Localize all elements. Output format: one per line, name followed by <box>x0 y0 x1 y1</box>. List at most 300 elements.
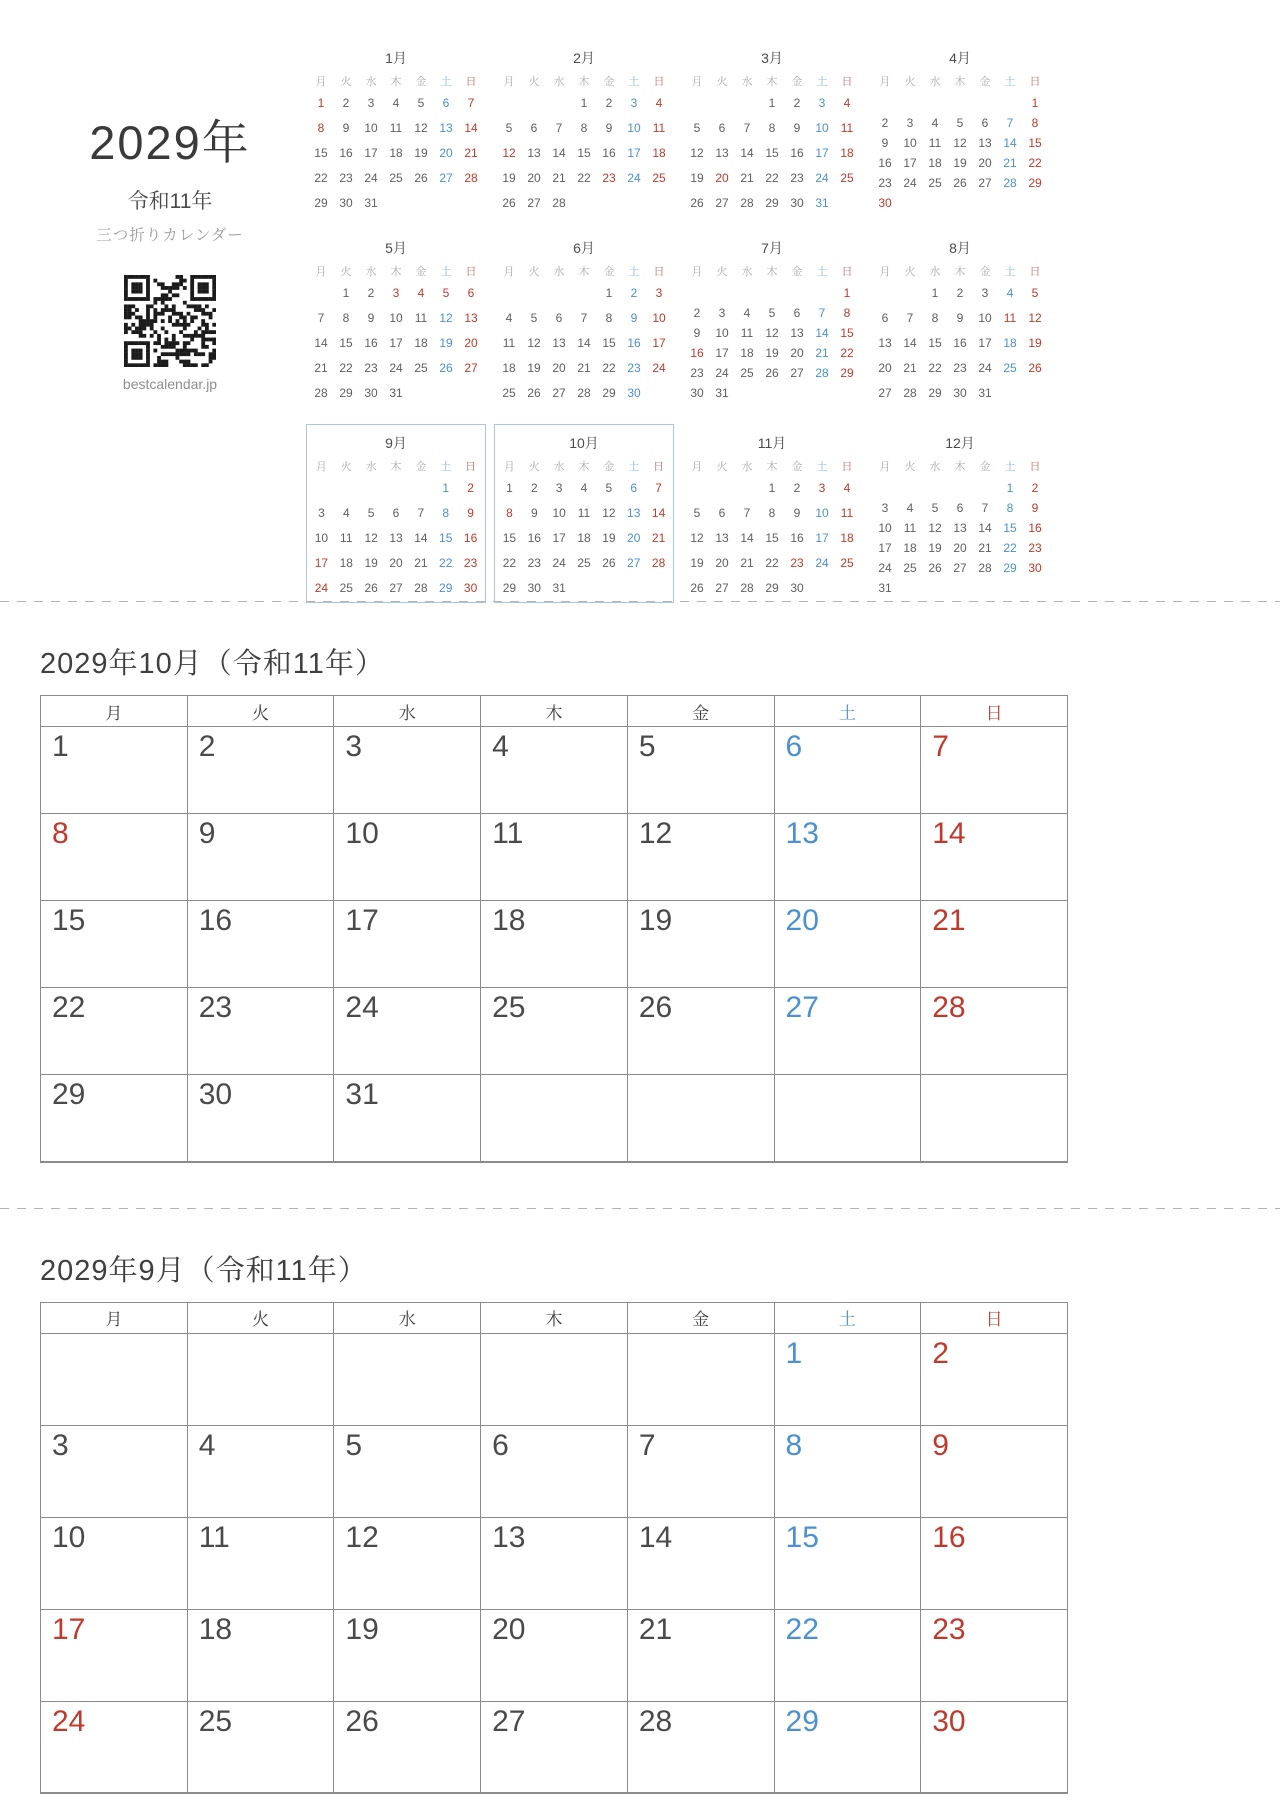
mini-week-row <box>682 306 862 320</box>
mini-week-row <box>682 386 862 400</box>
mini-day: 14 <box>314 336 328 350</box>
mini-day: 7 <box>1006 116 1014 130</box>
mini-day: 8 <box>768 121 776 135</box>
mini-day <box>309 481 334 495</box>
mini-month-11月 <box>682 429 862 599</box>
mini-weekday-label: 月 <box>691 460 703 473</box>
mini-weekday-label: 月 <box>691 266 703 278</box>
day-number: 15 <box>52 904 86 937</box>
mini-day: 3 <box>367 96 375 110</box>
mini-week-row <box>870 136 1050 150</box>
mini-day: 25 <box>652 171 666 185</box>
mini-day: 3 <box>981 286 989 300</box>
mini-day: 26 <box>602 556 616 570</box>
mini-day: 25 <box>740 366 754 380</box>
mini-day: 4 <box>342 506 350 520</box>
mini-day: 28 <box>740 196 754 210</box>
mini-day: 10 <box>978 311 992 325</box>
mini-weekday-label: 水 <box>553 76 565 88</box>
mini-day: 10 <box>552 506 566 520</box>
mini-weekday-label: 日 <box>1029 266 1041 278</box>
mini-day: 24 <box>978 361 992 375</box>
day-number: 22 <box>52 991 86 1024</box>
mini-weekday-label: 火 <box>528 76 540 88</box>
day-cell <box>627 1425 774 1517</box>
day-number: 29 <box>52 1078 86 1111</box>
mini-day <box>735 96 760 110</box>
mini-day: 17 <box>815 146 829 160</box>
mini-week-row <box>497 556 671 570</box>
mini-day <box>434 196 459 210</box>
mini-day: 13 <box>627 506 641 520</box>
mini-day: 31 <box>389 386 403 400</box>
day-cell <box>334 727 481 814</box>
mini-day: 28 <box>577 386 591 400</box>
mini-day <box>835 581 860 595</box>
mini-week-row <box>682 581 862 595</box>
mini-month-4月 <box>870 44 1050 214</box>
mini-day <box>760 286 785 300</box>
mini-day: 12 <box>690 146 704 160</box>
mini-day: 5 <box>768 306 776 320</box>
mini-day: 11 <box>414 311 428 325</box>
mini-day: 19 <box>502 171 516 185</box>
day-number: 12 <box>345 1520 379 1554</box>
mini-day: 30 <box>364 386 378 400</box>
mini-day: 23 <box>878 176 892 190</box>
mini-day <box>710 96 735 110</box>
mini-day: 31 <box>978 386 992 400</box>
day-number: 12 <box>638 817 673 850</box>
mini-day <box>384 481 409 495</box>
mini-day: 13 <box>389 531 403 545</box>
mini-weekday-label: 水 <box>365 266 377 278</box>
day-number: 5 <box>345 1428 363 1462</box>
mini-day: 2 <box>956 286 964 300</box>
mini-day: 26 <box>1028 361 1042 375</box>
mini-day <box>384 196 409 210</box>
mini-weekday-label: 土 <box>440 76 452 88</box>
mini-day: 23 <box>463 556 478 570</box>
mini-day <box>522 96 547 110</box>
day-number: 30 <box>198 1078 233 1111</box>
day-cell <box>187 1425 334 1517</box>
week-row <box>41 1425 1068 1517</box>
mini-weekday-row <box>870 263 1050 279</box>
mini-week-row <box>870 501 1050 515</box>
year-overview-section <box>0 0 1280 601</box>
weekday-header: 土 <box>774 1302 921 1333</box>
mini-day: 31 <box>715 386 729 400</box>
mini-day: 20 <box>439 146 453 160</box>
day-cell <box>627 988 774 1075</box>
mini-day: 1 <box>768 96 776 110</box>
day-cell <box>921 814 1068 901</box>
mini-day: 31 <box>552 581 566 595</box>
day-number: 7 <box>638 1428 656 1462</box>
mini-day: 4 <box>1006 286 1014 300</box>
mini-day: 4 <box>505 311 513 325</box>
mini-day: 30 <box>1028 560 1042 575</box>
mini-day: 8 <box>580 121 588 135</box>
weekday-header: 木 <box>481 696 628 727</box>
large-month-title-october: 2029年10月（令和11年） <box>40 648 385 680</box>
mini-weeks <box>306 96 486 210</box>
mini-week-row <box>682 481 862 495</box>
mini-day: 14 <box>651 506 666 520</box>
mini-weekday-label: 金 <box>791 460 803 473</box>
mini-day <box>1023 196 1048 210</box>
day-cell <box>627 901 774 988</box>
mini-day <box>873 96 898 110</box>
mini-week-row <box>306 286 486 300</box>
day-cell <box>187 1701 334 1793</box>
mini-day: 18 <box>339 556 353 570</box>
mini-day: 21 <box>903 361 917 375</box>
mini-month-title: 8月 <box>949 240 971 256</box>
day-cell <box>41 727 188 814</box>
mini-day <box>873 481 898 495</box>
day-number: 14 <box>932 817 966 850</box>
mini-day: 13 <box>464 311 478 325</box>
mini-day: 5 <box>530 311 538 325</box>
mini-day: 30 <box>463 581 478 595</box>
qr-code <box>124 275 216 367</box>
mini-week-row <box>494 121 674 135</box>
mini-day: 31 <box>878 580 892 595</box>
mini-day: 5 <box>1031 286 1039 300</box>
mini-day: 3 <box>818 480 826 495</box>
mini-weekday-label: 月 <box>503 461 515 473</box>
day-number: 11 <box>492 817 524 850</box>
mini-day: 23 <box>339 171 353 185</box>
day-number: 1 <box>52 730 69 763</box>
mini-weekday-label: 水 <box>741 76 753 88</box>
mini-week-row <box>306 196 486 210</box>
mini-day: 5 <box>956 116 964 130</box>
day-cell <box>921 1075 1068 1162</box>
mini-day <box>998 386 1023 400</box>
mini-day: 3 <box>555 481 563 495</box>
mini-day: 12 <box>364 531 378 545</box>
mini-weekday-label: 月 <box>879 76 891 88</box>
day-cell <box>921 1333 1068 1425</box>
day-number: 21 <box>932 904 966 937</box>
mini-weekday-label: 木 <box>954 460 966 473</box>
mini-week-row <box>497 481 671 495</box>
mini-day: 30 <box>527 581 541 595</box>
mini-day: 7 <box>743 121 751 135</box>
mini-day: 21 <box>740 171 754 185</box>
weekday-header: 木 <box>481 1302 628 1333</box>
mini-day: 5 <box>442 286 450 300</box>
day-number: 13 <box>492 1520 526 1554</box>
day-number: 5 <box>638 730 656 763</box>
mini-day: 29 <box>928 386 942 400</box>
weekday-header: 水 <box>334 1302 481 1333</box>
mini-day: 22 <box>339 361 353 375</box>
mini-day: 21 <box>978 540 992 555</box>
mini-day: 14 <box>978 520 992 535</box>
day-cell <box>921 1517 1068 1609</box>
mini-weekday-row <box>870 458 1050 474</box>
mini-day: 14 <box>414 531 428 545</box>
mini-weekday-label: 日 <box>653 76 665 88</box>
mini-day: 21 <box>414 556 428 570</box>
mini-day: 10 <box>314 531 329 545</box>
week-row <box>41 1609 1068 1701</box>
mini-day: 17 <box>978 336 992 350</box>
mini-weekday-label: 水 <box>553 266 565 278</box>
mini-week-row <box>870 521 1050 535</box>
mini-day: 3 <box>906 116 914 130</box>
day-number: 31 <box>345 1078 379 1111</box>
day-number: 19 <box>345 1612 379 1646</box>
mini-day <box>572 196 597 210</box>
mini-day: 16 <box>339 146 353 160</box>
mini-day: 4 <box>843 96 851 110</box>
day-number: 10 <box>345 817 379 850</box>
mini-day: 15 <box>577 146 591 160</box>
mini-day: 26 <box>690 580 704 595</box>
mini-weekday-label: 火 <box>340 76 352 88</box>
mini-day: 21 <box>314 361 328 375</box>
mini-day: 11 <box>1003 311 1017 325</box>
mini-day <box>572 581 597 595</box>
day-cell <box>627 1075 774 1162</box>
mini-day: 6 <box>718 121 726 135</box>
day-number: 25 <box>198 1704 233 1738</box>
mini-day <box>835 196 860 210</box>
mini-day: 12 <box>502 146 516 160</box>
mini-week-row <box>870 286 1050 300</box>
mini-day <box>785 286 810 300</box>
mini-day: 22 <box>840 346 854 360</box>
mini-weekday-label: 日 <box>465 461 477 473</box>
day-cell <box>481 1517 628 1609</box>
mini-month-8月 <box>870 234 1050 404</box>
weekday-header: 火 <box>187 1302 334 1333</box>
mini-day: 27 <box>439 171 453 185</box>
day-cell <box>774 814 921 901</box>
mini-week-row <box>309 531 483 545</box>
mini-day: 17 <box>364 146 378 160</box>
day-number: 21 <box>638 1612 673 1646</box>
mini-day: 21 <box>740 555 754 570</box>
mini-week-row <box>494 286 674 300</box>
mini-day: 1 <box>605 286 613 300</box>
week-row <box>41 1517 1068 1609</box>
mini-day: 12 <box>414 121 428 135</box>
mini-day <box>898 481 923 495</box>
mini-day: 3 <box>818 96 826 110</box>
mini-weekday-label: 月 <box>879 460 891 473</box>
mini-weekday-label: 木 <box>954 76 966 88</box>
weekday-header-row <box>41 1302 1068 1333</box>
mini-day: 27 <box>715 196 729 210</box>
mini-day: 2 <box>467 481 474 495</box>
day-number: 19 <box>638 904 673 937</box>
mini-week-row <box>870 561 1050 575</box>
mini-day: 23 <box>1028 540 1042 555</box>
mini-day: 24 <box>815 171 829 185</box>
mini-weekday-row <box>682 73 862 89</box>
mini-day <box>810 581 835 595</box>
mini-day: 5 <box>693 121 701 135</box>
mini-day: 9 <box>367 311 375 325</box>
mini-weekday-label: 木 <box>390 76 402 88</box>
mini-day: 13 <box>715 146 729 160</box>
mini-day: 26 <box>502 196 516 210</box>
mini-day: 20 <box>527 171 541 185</box>
week-row <box>41 988 1068 1075</box>
day-cell <box>774 1075 921 1162</box>
day-number: 23 <box>198 991 233 1024</box>
mini-weekday-label: 日 <box>841 266 853 278</box>
mini-day <box>810 386 835 400</box>
mini-day: 11 <box>389 121 403 135</box>
day-cell <box>481 1333 628 1425</box>
day-number: 20 <box>785 904 819 937</box>
mini-day: 24 <box>627 171 641 185</box>
mini-day: 29 <box>1028 176 1042 190</box>
mini-day: 28 <box>651 556 666 570</box>
mini-weekday-label: 木 <box>578 461 590 473</box>
day-cell <box>921 1701 1068 1793</box>
mini-day: 29 <box>840 366 854 380</box>
mini-day: 12 <box>602 506 616 520</box>
mini-day <box>898 581 923 595</box>
mini-weekday-label: 土 <box>1004 76 1016 88</box>
mini-day: 23 <box>690 366 704 380</box>
mini-day: 26 <box>414 171 428 185</box>
day-cell <box>334 814 481 901</box>
mini-weekday-label: 金 <box>979 76 991 88</box>
mini-day: 21 <box>464 146 478 160</box>
mini-month-title: 6月 <box>573 240 595 256</box>
mini-day <box>596 581 621 595</box>
mini-day: 22 <box>314 171 328 185</box>
mini-weekday-label: 金 <box>791 76 803 88</box>
day-number: 18 <box>198 1612 233 1646</box>
mini-day: 24 <box>903 176 917 190</box>
mini-day <box>998 196 1023 210</box>
mini-weeks <box>497 481 671 595</box>
mini-day: 8 <box>342 311 350 325</box>
day-cell <box>187 988 334 1075</box>
mini-day <box>622 196 647 210</box>
mini-day: 7 <box>580 311 588 325</box>
day-number: 3 <box>345 730 363 763</box>
mini-day: 4 <box>843 480 851 495</box>
mini-day <box>898 196 923 210</box>
mini-day: 14 <box>903 336 917 350</box>
mini-day: 22 <box>1028 156 1042 170</box>
mini-day: 13 <box>715 530 729 545</box>
day-number: 4 <box>198 1428 216 1462</box>
mini-weekday-label: 金 <box>415 461 427 473</box>
day-cell <box>481 1075 628 1162</box>
mini-day <box>973 581 998 595</box>
day-number: 4 <box>492 730 509 763</box>
mini-day: 18 <box>840 146 854 160</box>
mini-month-title: 2月 <box>573 50 595 66</box>
mini-month-3月 <box>682 44 862 214</box>
day-number: 27 <box>785 991 819 1024</box>
mini-day: 21 <box>577 361 591 375</box>
day-cell <box>774 1609 921 1701</box>
day-number: 8 <box>52 817 69 850</box>
day-cell <box>481 727 628 814</box>
mini-weekday-label: 金 <box>415 76 427 88</box>
mini-week-row <box>870 361 1050 375</box>
mini-day: 21 <box>815 346 829 360</box>
mini-day: 18 <box>840 530 854 545</box>
mini-day: 19 <box>690 171 704 185</box>
mini-day: 3 <box>630 96 638 110</box>
mini-day: 27 <box>552 386 566 400</box>
mini-week-row <box>309 556 483 570</box>
mini-day <box>646 581 671 595</box>
mini-weekday-label: 月 <box>315 76 327 88</box>
day-cell <box>774 1425 921 1517</box>
day-number: 28 <box>638 1704 673 1738</box>
day-cell <box>187 814 334 901</box>
mini-weekday-label: 月 <box>691 76 703 88</box>
mini-day: 9 <box>530 506 538 520</box>
mini-day: 20 <box>715 555 729 570</box>
mini-weekday-label: 金 <box>979 460 991 473</box>
mini-day <box>735 386 760 400</box>
mini-weekday-label: 火 <box>904 266 916 278</box>
day-number: 15 <box>785 1520 819 1554</box>
mini-day: 2 <box>881 116 889 130</box>
mini-day: 28 <box>552 196 566 210</box>
mini-day: 15 <box>765 530 779 545</box>
mini-day <box>835 386 860 400</box>
mini-day: 11 <box>577 506 591 520</box>
day-cell <box>627 1333 774 1425</box>
mini-week-row <box>682 146 862 160</box>
mini-day: 29 <box>765 196 779 210</box>
mini-week-row <box>682 506 862 520</box>
mini-day: 18 <box>928 156 942 170</box>
mini-day <box>735 286 760 300</box>
day-cell <box>334 1425 481 1517</box>
mini-day: 22 <box>928 361 942 375</box>
day-number: 24 <box>345 991 379 1024</box>
mini-day: 17 <box>715 346 729 360</box>
mini-week-row <box>494 196 674 210</box>
mini-weekday-label: 日 <box>465 76 477 88</box>
mini-day: 7 <box>417 506 425 520</box>
mini-day: 7 <box>981 500 989 515</box>
mini-day: 27 <box>953 560 967 575</box>
mini-day: 15 <box>502 531 517 545</box>
mini-week-row <box>306 336 486 350</box>
day-cell <box>334 1075 481 1162</box>
mini-day: 6 <box>392 506 400 520</box>
mini-day <box>998 96 1023 110</box>
mini-weekday-label: 日 <box>1029 76 1041 88</box>
day-number: 16 <box>198 904 233 937</box>
mini-weekday-row <box>306 73 486 89</box>
weekday-header: 金 <box>627 1302 774 1333</box>
day-number: 9 <box>198 817 216 850</box>
mini-day: 10 <box>815 121 829 135</box>
mini-day: 20 <box>978 156 992 170</box>
mini-week-row <box>682 96 862 110</box>
